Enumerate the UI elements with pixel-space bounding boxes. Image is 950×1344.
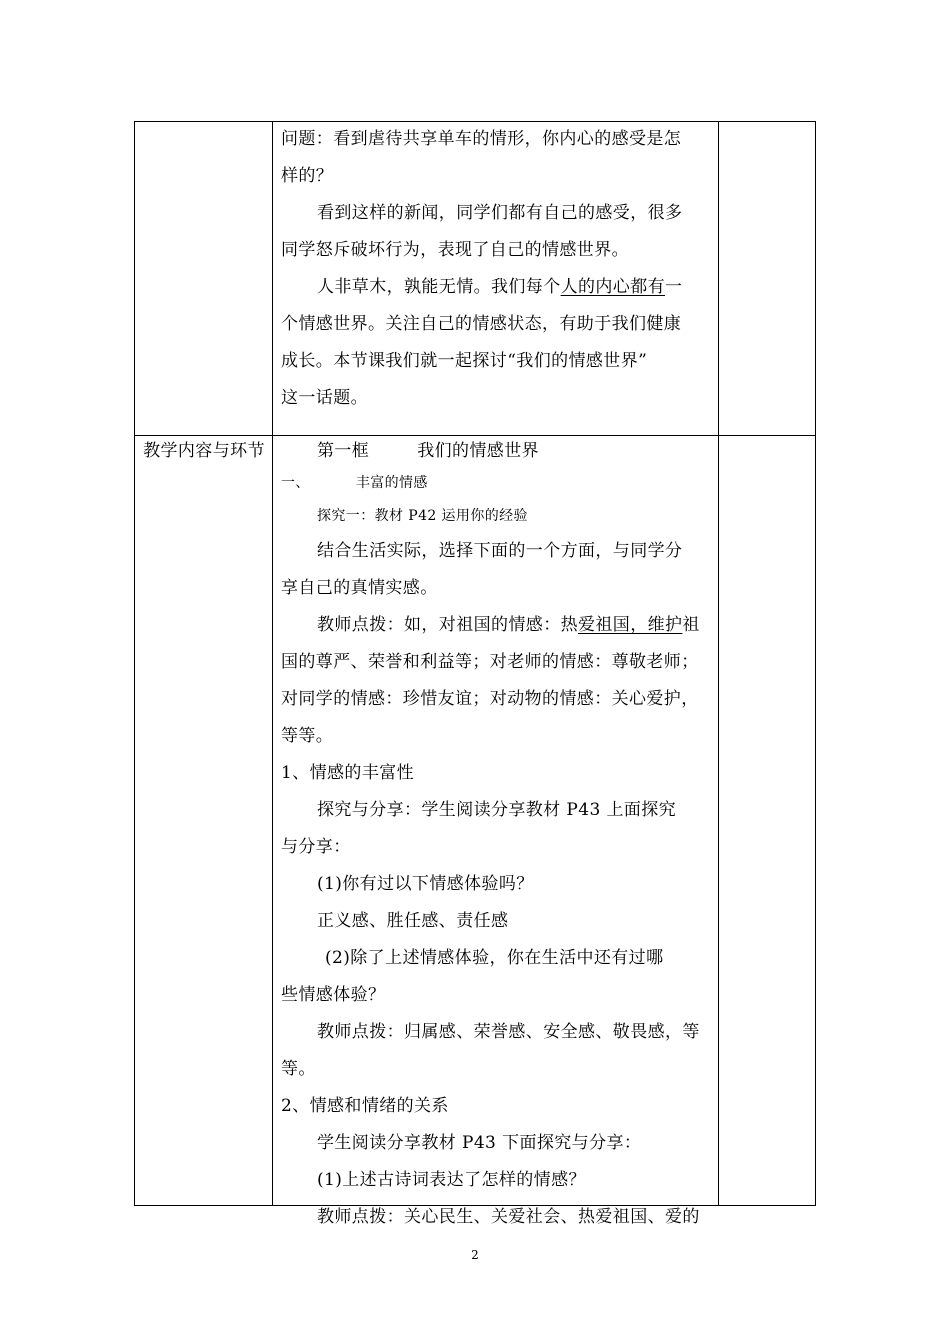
lesson-title-text: 我们的情感世界 <box>417 441 540 461</box>
text-line: 等。 <box>281 1059 316 1079</box>
text-line: 探究与分享：学生阅读分享教材 P43 上面探究 <box>317 800 677 820</box>
row2-label-cell <box>142 438 266 464</box>
text-line: 教师点拨：关心民生、关爱社会、热爱祖国、爱的 <box>317 1207 700 1227</box>
explore-heading: 探究一：教材 P42 运用你的经验 <box>317 508 528 524</box>
row2-content-cell <box>281 436 713 1236</box>
text-line: 与分享： <box>281 837 351 857</box>
text-line: 对同学的情感：珍惜友谊；对动物的情感：关心爱护， <box>281 689 699 709</box>
text-line: 些情感体验？ <box>281 985 386 1005</box>
text-line: 等等。 <box>281 726 334 746</box>
table-divider-col2 <box>718 121 719 1206</box>
text-line: 国的尊严、荣誉和利益等；对老师的情感：尊敬老师； <box>281 652 699 672</box>
text-line: 享自己的真情实感。 <box>281 578 438 598</box>
section-heading <box>281 467 713 500</box>
text-line: 结合生活实际，选择下面的一个方面，与同学分 <box>317 541 683 561</box>
text-line: 样的？ <box>281 166 334 186</box>
section-title: 丰富的情感 <box>355 475 428 491</box>
text-line: 成长。本节课我们就一起探讨“我们的情感世界” <box>281 351 648 371</box>
underlined-text: 人的内心都有 <box>560 277 666 297</box>
text-line: 看到这样的新闻，同学们都有自己的感受，很多 <box>317 203 683 223</box>
text-line: 个情感世界。关注自己的情感状态，有助于我们健康 <box>281 314 682 334</box>
text-segment: 祖 <box>682 615 700 635</box>
table-divider-col1 <box>272 121 273 1206</box>
section-label: 教学内容与环节 <box>143 441 265 461</box>
section-number: 一、 <box>281 475 310 491</box>
text-line <box>281 269 713 306</box>
text-line <box>281 607 713 644</box>
question-line: (2)除了上述情感体验，你在生活中还有过哪 <box>325 948 664 968</box>
table-border-left <box>134 121 135 1206</box>
lesson-title-frame: 第一框 <box>317 441 370 461</box>
subsection-heading: 1、情感的丰富性 <box>281 763 415 783</box>
page-number: 2 <box>471 1248 479 1262</box>
text-line: 问题：看到虐待共享单车的情形，你内心的感受是怎 <box>281 129 682 149</box>
text-line: 同学怒斥破坏行为，表现了自己的情感世界。 <box>281 240 629 260</box>
lesson-table <box>134 121 816 1227</box>
text-segment: 教师点拨：如，对祖国的情感：热 <box>317 615 578 635</box>
text-line: 学生阅读分享教材 P43 下面探究与分享： <box>317 1133 642 1153</box>
lesson-title <box>281 436 713 467</box>
question-line: (1)上述古诗词表达了怎样的情感？ <box>317 1170 586 1190</box>
table-border-right <box>815 121 816 1206</box>
underlined-text: 爱祖国，维护 <box>578 615 683 635</box>
text-line: 这一话题。 <box>281 388 368 408</box>
row1-content-cell <box>281 121 713 417</box>
text-line: 正义感、胜任感、责任感 <box>317 911 509 931</box>
subsection-heading: 2、情感和情绪的关系 <box>281 1096 449 1116</box>
text-segment: 人非草木，孰能无情。我们每个 <box>317 277 561 297</box>
question-line: (1)你有过以下情感体验吗？ <box>317 874 534 894</box>
text-line: 教师点拨：归属感、荣誉感、安全感、敬畏感，等 <box>317 1022 700 1042</box>
text-segment: 一 <box>665 277 683 297</box>
